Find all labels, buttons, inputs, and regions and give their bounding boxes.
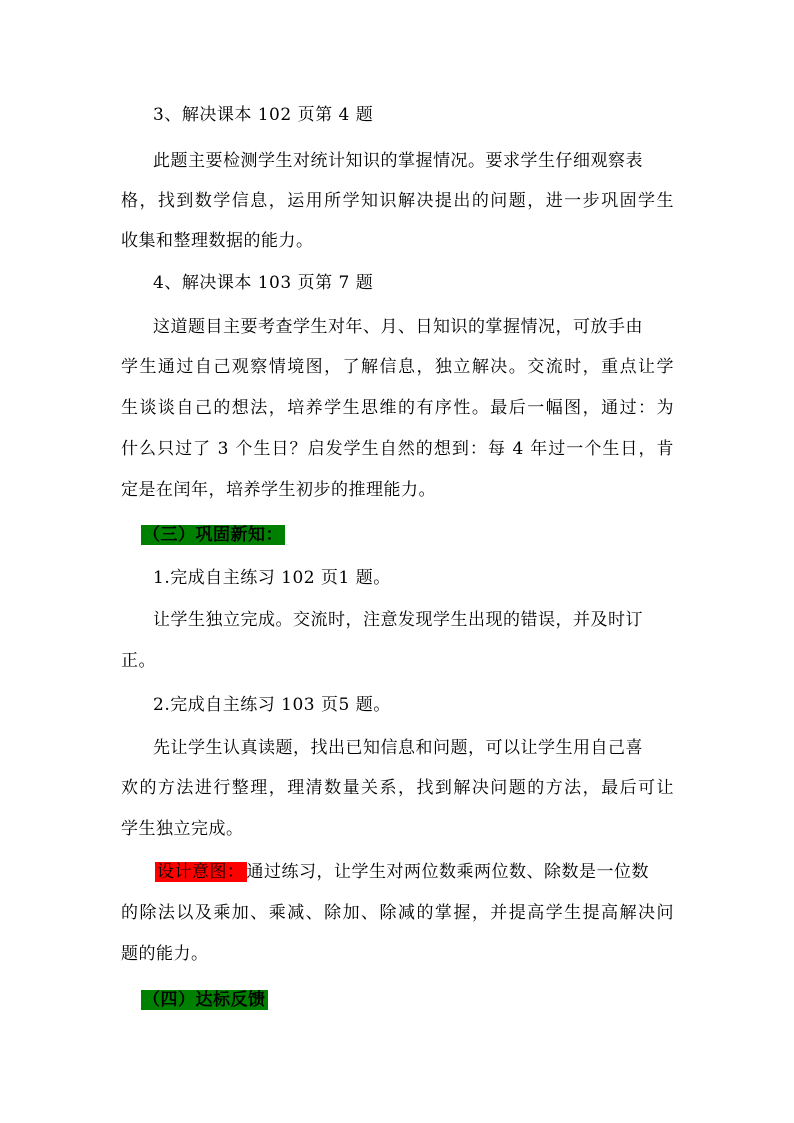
ex2-para-line-2: 欢的方法进行整理，理清数量关系，找到解决问题的方法，最后可让 (121, 778, 674, 798)
ex2-para-line-3: 学生独立完成。 (121, 819, 244, 839)
section4-heading-text: （四）达标反馈 (143, 990, 266, 1010)
item4-para-line-4: 什么只过了 3 个生日？启发学生自然的想到：每 4 年过一个生日，肯 (121, 439, 674, 459)
section4-heading (141, 989, 268, 1011)
item3-para-line-2: 格，找到数学信息，运用所学知识解决提出的问题，进一步巩固学生 (121, 191, 674, 211)
ex2-para-line-1: 先让学生认真读题，找出已知信息和问题，可以让学生用自己喜 (153, 738, 643, 758)
design-intent-line-3: 题的能力。 (121, 944, 209, 964)
item3-title: 3、解决课本 102 页第 4 题 (153, 105, 374, 125)
ex1-para-line-2: 正。 (121, 651, 156, 671)
design-intent-label: 设计意图： (157, 862, 245, 882)
ex2-title: 2.完成自主练习 103 页5 题。 (153, 695, 391, 715)
ex1-para-line-1: 让学生独立完成。交流时，注意发现学生出现的错误，并及时订 (153, 610, 643, 630)
item4-para-line-5: 定是在闰年，培养学生初步的推理能力。 (121, 480, 436, 500)
section3-heading-text: （三）巩固新知： (143, 525, 283, 545)
section3-heading (141, 524, 285, 546)
design-intent-text: 通过练习，让学生对两位数乘两位数、除数是一位数 (246, 862, 649, 882)
item3-para-line-1: 此题主要检测学生对统计知识的掌握情况。要求学生仔细观察表 (153, 151, 643, 171)
design-intent-line-2: 的除法以及乘加、乘减、除加、除减的掌握，并提高学生提高解决问 (121, 903, 674, 923)
design-intent-line-1 (155, 861, 649, 883)
ex1-title: 1.完成自主练习 102 页1 题。 (153, 568, 391, 588)
item4-para-line-1: 这道题目主要考查学生对年、月、日知识的掌握情况，可放手由 (153, 317, 643, 337)
item4-para-line-3: 生谈谈自己的想法，培养学生思维的有序性。最后一幅图，通过：为 (121, 398, 674, 418)
item4-para-line-2: 学生通过自己观察情境图，了解信息，独立解决。交流时，重点让学 (121, 357, 674, 377)
item4-title: 4、解决课本 103 页第 7 题 (153, 273, 374, 293)
item3-para-line-3: 收集和整理数据的能力。 (121, 231, 314, 251)
